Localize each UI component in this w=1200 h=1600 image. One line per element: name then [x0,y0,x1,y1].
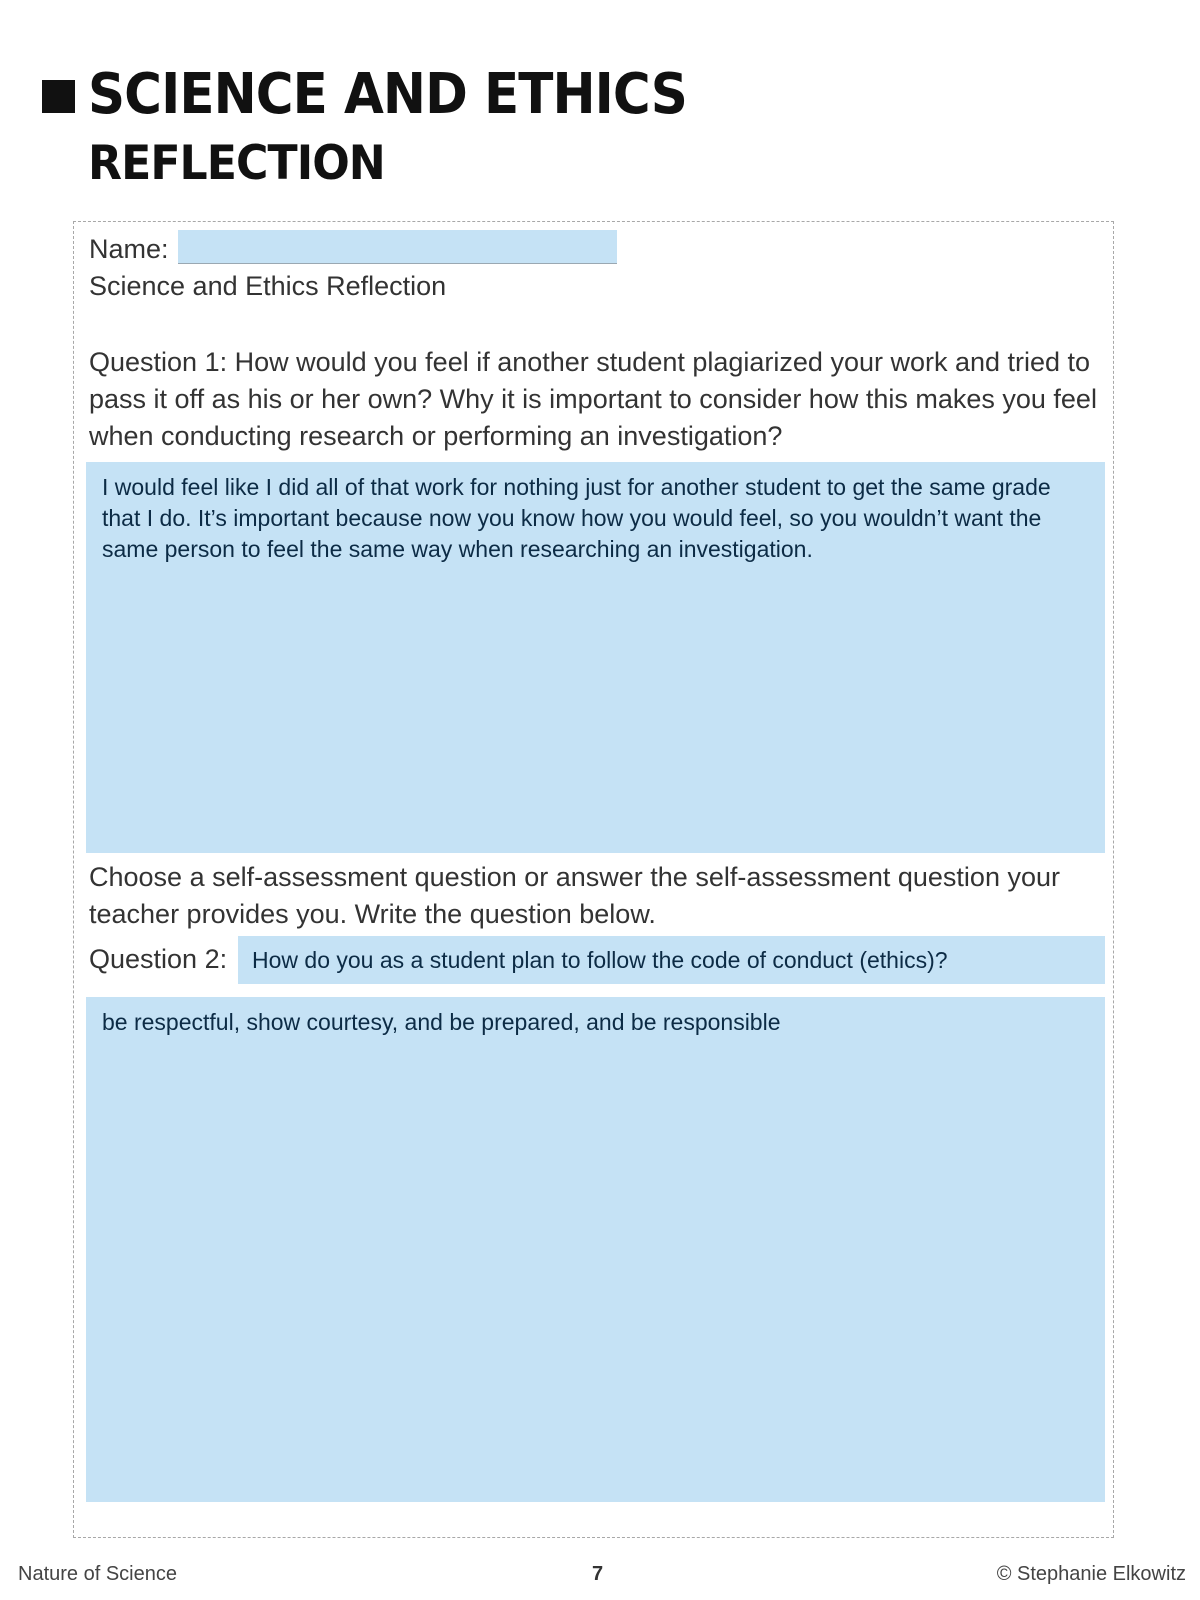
worksheet-title: Science and Ethics Reflection [89,271,447,301]
title-bullet-square [42,80,75,113]
question-1-prompt: Question 1: How would you feel if another student plagiarized your work and tried to pass it off as his or her own? Why it is important to consider how this makes you feel when conducting research or performing an investigation? [89,347,1097,451]
self-assessment-instructions: Choose a self-assessment question or answer the self-assessment question your teacher provides you. Write the question below. [89,862,1060,929]
question-1-answer-field[interactable] [86,462,1105,853]
question-2-label: Question 2: [89,944,228,974]
page-subtitle: REFLECTION [88,136,385,191]
footer-unit-title: Nature of Science [18,1563,177,1585]
footer-copyright: © Stephanie Elkowitz [996,1563,1186,1585]
name-label: Name: [89,234,169,264]
page-title: SCIENCE AND ETHICS [88,62,687,127]
question-2-answer-field[interactable] [86,997,1105,1502]
question-2-field[interactable] [238,936,1105,984]
name-field[interactable] [178,230,617,264]
footer-page-number: 7 [592,1563,604,1585]
